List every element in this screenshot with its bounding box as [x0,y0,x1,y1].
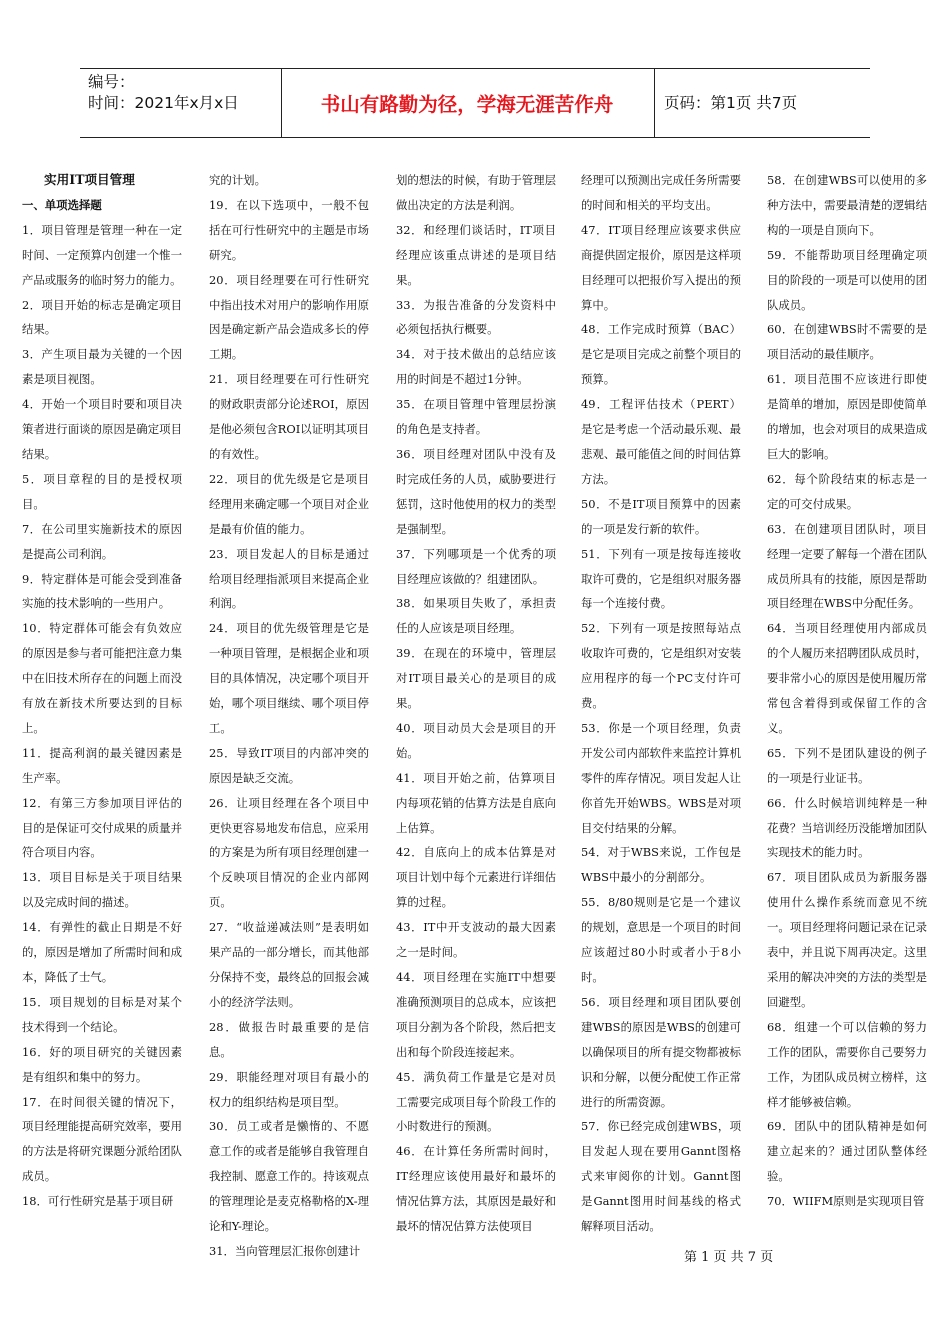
question-item: 46．在计算任务所需时间时，IT经理应该使用最好和最坏的情况估算方法，其原因是最好和最坏的情况估算方法使项目 [396,1144,556,1234]
question-item: 25．导致IT项目的内部冲突的原因是缺乏交流。 [209,745,369,785]
question-item: 22．项目的优先级是它是项目经理用来确定哪一个项目对企业是最有价值的能力。 [209,471,369,536]
question-item: 15．项目规划的目标是对某个技术得到一个结论。 [22,994,182,1034]
question-item: 32．和经理们谈话时，IT项目经理应该重点讲述的是项目结果。 [396,222,556,287]
question-item: 24．项目的优先级管理是它是一种项目管理，是根据企业和项目的具体情况，决定哪个项目开始，哪个项目继续、哪个项目停工。 [209,621,369,735]
question-item: 26．让项目经理在各个项目中更快更容易地发布信息，应采用的方案是为所有项目经理创建一个反映项目情况的企业内部网页。 [209,795,369,910]
question-item: 69．团队中的团队精神是如何建立起来的？通过团队整体经验。 [767,1119,927,1184]
question-item: 10．特定群体可能会有负效应的原因是参与者可能把注意力集中在旧技术所存在的问题上而没有放在新技术所要达到的目标上。 [22,621,182,735]
question-item: 31．当向管理层汇报你创建计 [209,1243,361,1258]
question-item: 4．开始一个项目时要和项目决策者进行面谈的原因是确定项目结果。 [22,397,182,461]
question-item: 27．“收益递减法则”是表明如果产品的一部分增长，而其他部分保持不变，最终总的回报会减小的经济学法则。 [209,920,369,1009]
question-item: 40．项目动员大会是项目的开始。 [396,720,556,760]
question-item: 划的想法的时候，有助于管理层做出决定的方法是利润。 [396,173,556,212]
question-item: 39．在现在的环境中，管理层对IT项目最关心的是项目的成果。 [396,646,556,711]
page-header [80,68,870,138]
question-item: 20．项目经理要在可行性研究中指出技术对用户的影响作用原因是确定新产品会造成多长的停工期。 [209,272,369,362]
question-item: 59．不能帮助项目经理确定项目的阶段的一项是可以使用的团队成员。 [767,247,927,312]
question-item: 33．为报告准备的分发资料中必须包括执行概要。 [396,297,556,337]
question-item: 35．在项目管理中管理层扮演的角色是支持者。 [396,397,556,437]
question-item: 55．8/80规则是它是一个建议的规划，意思是一个项目的时间应该超过80小时或者小于8小时。 [581,895,741,984]
question-item: 经理可以预测出完成任务所需要的时间和相关的平均支出。 [581,173,741,212]
question-item: 34．对于技术做出的总结应该用的时间是不超过1分钟。 [396,347,556,387]
question-item: 58．在创建WBS可以使用的多种方法中，需要最清楚的逻辑结构的一项是自顶向下。 [767,173,927,237]
text-column-3 [396,168,556,1239]
text-column-5 [767,168,927,1214]
question-item: 13．项目目标是关于项目结果以及完成时间的描述。 [22,870,182,910]
header-page-number: 页码：第1页 共7页 [664,94,798,112]
question-item: 14．有弹性的截止日期是不好的，原因是增加了所需时间和成本，降低了士气。 [22,920,182,984]
question-item: 1．项目管理是管理一种在一定时间、一定预算内创建一个惟一产品或服务的临时努力的能力。 [22,222,182,287]
question-item: 19．在以下选项中，一般不包括在可行性研究中的主题是市场研究。 [209,197,369,262]
question-item: 67．项目团队成员为新服务器使用什么操作系统而意见不统一。项目经理将问题记录在记录表中，并且说下周再决定。这里采用的解决冲突的方法的类型是回避型。 [767,870,927,1009]
question-item: 54．对于WBS来说，工作包是WBS中最小的分割部分。 [581,845,741,885]
question-item: 17．在时间很关键的情况下，项目经理能提高研究效率，要用的方法是将研究课题分派给团队成员。 [22,1094,182,1184]
question-item: 53．你是一个项目经理，负责开发公司内部软件来监控计算机零件的库存情况。项目发起人让你首先开始WBS。WBS是对项目交付结果的分解。 [581,720,741,835]
question-item: 57．你已经完成创建WBS，项目发起人现在要用Gannt图格式来审阅你的计划。Gannt图是Gannt图用时间基线的格式解释项目活动。 [581,1119,741,1234]
question-item: 44．项目经理在实施IT中想要准确预测项目的总成本，应该把项目分割为各个阶段，然后把支出和每个阶段连接起来。 [396,970,556,1059]
question-item: 65．下列不是团队建设的例子的一项是行业证书。 [767,745,927,785]
question-item: 56．项目经理和项目团队要创建WBS的原因是WBS的创建可以确保项目的所有提交物都被标识和分解，以便分配使工作正常进行的所需资源。 [581,994,741,1109]
question-item: 5．项目章程的目的是授权项目。 [22,471,182,511]
question-item: 62．每个阶段结束的标志是一定的可交付成果。 [767,471,927,511]
question-item: 45．满负荷工作量是它是对员工需要完成项目每个阶段工作的小时数进行的预测。 [396,1069,556,1134]
question-item: 12．有第三方参加项目评估的目的是保证可交付成果的质量并符合项目内容。 [22,795,182,860]
date-line: 时间：2021年x月x日 [88,94,239,112]
question-item: 43．IT中开支波动的最大因素之一是时间。 [396,920,556,960]
question-item: 究的计划。 [209,173,266,187]
question-item: 9．特定群体是可能会受到准备实施的技术影响的一些用户。 [22,571,182,611]
question-item: 28．做报告时最重要的是信息。 [209,1019,369,1059]
header-motto: 书山有路勤为径，学海无涯苦作舟 [320,93,614,116]
question-item: 64．当项目经理使用内部成员的个人履历来招聘团队成员时，要非常小心的原因是使用履历常常包含着得到或保留工作的含义。 [767,621,927,735]
question-item: 51．下列有一项是按每连接收取许可费的，它是组织对服务器每一个连接付费。 [581,546,741,611]
question-item: 49．工程评估技术（PERT）是它是考虑一个活动最乐观、最悲观、最可能值之间的时间估算方法。 [581,397,741,486]
question-item: 61．项目范围不应该进行即使是简单的增加，原因是即使简单的增加，也会对项目的成果造成巨大的影响。 [767,372,927,461]
header-meta [88,72,278,114]
question-item: 37．下列哪项是一个优秀的项目经理应该做的？组建团队。 [396,546,556,586]
question-item: 63．在创建项目团队时，项目经理一定要了解每一个潜在团队成员所具有的技能，原因是帮助项目经理在WBS中分配任务。 [767,521,927,611]
question-item: 18．可行性研究是基于项目研 [22,1194,174,1209]
question-item: 23．项目发起人的目标是通过给项目经理指派项目来提高企业利润。 [209,546,369,611]
question-item: 68．组建一个可以信赖的努力工作的团队，需要你自己要努力工作，为团队成员树立榜样，这样才能够被信赖。 [767,1019,927,1109]
header-divider [654,69,655,137]
question-item: 36．项目经理对团队中没有及时完成任务的人员，威胁要进行惩罚，这时他使用的权力的类型是强制型。 [396,446,556,536]
text-column-4 [581,168,741,1239]
question-item: 70．WIIFM原则是实现项目管 [767,1194,925,1209]
question-item: 38．如果项目失败了，承担责任的人应该是项目经理。 [396,596,556,636]
question-item: 47．IT项目经理应该要求供应商提供固定报价，原因是这样项目经理可以把报价写入提出的预算中。 [581,222,741,312]
question-item: 42．自底向上的成本估算是对项目计划中每个元素进行详细估算的过程。 [396,845,556,910]
question-item: 50．不是IT项目预算中的因素的一项是发行新的软件。 [581,496,741,536]
question-item: 66．什么时候培训纯粹是一种花费？当培训经历没能增加团队实现技术的能力时。 [767,795,927,860]
question-item: 2．项目开始的标志是确定项目结果。 [22,297,182,337]
document-title: 实用IT项目管理 [44,172,135,187]
question-item: 48．工作完成时预算（BAC）是它是项目完成之前整个项目的预算。 [581,322,741,387]
question-item: 3．产生项目最为关键的一个因素是项目视图。 [22,347,182,387]
serial-number-label: 编号： [88,73,135,91]
question-item: 30．员工或者是懒惰的、不愿意工作的或者是能够自我管理自我控制、愿意工作的。持该观点的管理理论是麦克格勒格的X-理论和Y-理论。 [209,1119,369,1234]
question-item: 41．项目开始之前，估算项目内每项花销的估算方法是自底向上估算。 [396,770,556,835]
question-item: 11．提高利润的最关键因素是生产率。 [22,745,182,785]
question-item: 21．项目经理要在可行性研究的财政职责部分论述ROI，原因是他必须包含ROI以证明其项目的有效性。 [209,372,369,461]
question-item: 7．在公司里实施新技术的原因是提高公司利润。 [22,521,182,561]
page-footer: 第 1 页 共 7 页 [684,1250,774,1265]
question-item: 16．好的项目研究的关键因素是有组织和集中的努力。 [22,1044,182,1084]
question-item: 60．在创建WBS时不需要的是项目活动的最佳顺序。 [767,322,927,362]
text-column-2 [209,168,369,1264]
question-item: 52．下列有一项是按照每站点收取许可费的，它是组织对安装应用程序的每一个PC支付许可费。 [581,621,741,711]
text-column-1 [22,168,182,1214]
question-item: 29．职能经理对项目有最小的权力的组织结构是项目型。 [209,1069,369,1109]
section-heading: 一、单项选择题 [22,197,102,212]
